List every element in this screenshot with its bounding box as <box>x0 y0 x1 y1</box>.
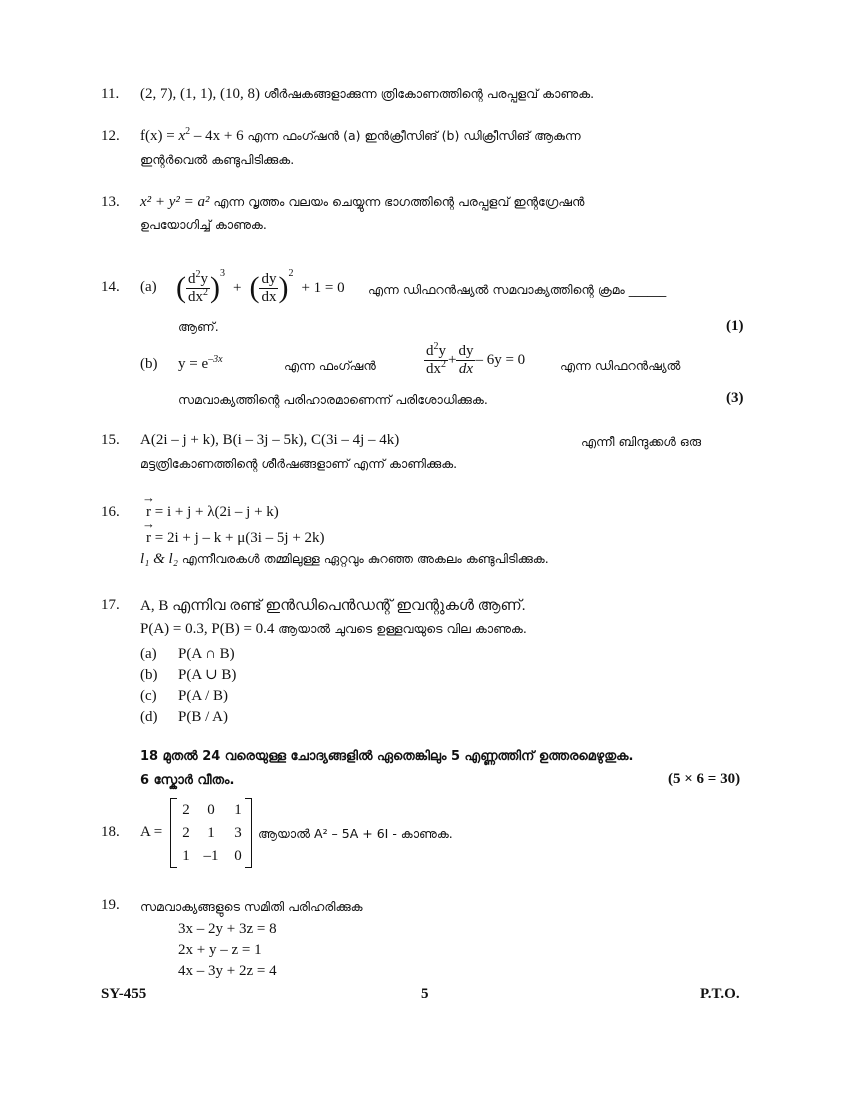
q16-line1 <box>146 504 279 521</box>
q17-options <box>140 644 236 728</box>
q12-rest: – 4x + 6 <box>190 128 244 144</box>
matrix-cell: 0 <box>234 848 242 864</box>
q14b-frac1: $\frac{d^2y}{dx^2}$ <box>426 341 446 377</box>
matrix-cell: 1 <box>182 848 190 864</box>
q15-malayalam-1: എന്നീ ബിന്ദുക്കൾ ഒരു <box>581 434 701 449</box>
matrix-cell: 2 <box>182 825 190 841</box>
q13-text <box>140 194 584 211</box>
q15-math: A(2i – j + k), B(i – 3j – 5k), C(3i – 4j – 4k) <box>140 432 400 448</box>
q11-text <box>140 86 594 103</box>
footer-page-number: 5 <box>421 986 429 1002</box>
q12-malayalam-2: ഇന്റർവെൽ കണ്ടുപിടിക്കുക. <box>140 152 295 167</box>
matrix-cell: 3 <box>234 825 242 841</box>
q14a-malayalam-1: എന്ന ഡിഫറൻഷ്യൽ സമവാക്യത്തിന്റെ ക്രമം ______ <box>368 282 667 297</box>
q17-option-c: (c) P(A / B) <box>140 688 229 704</box>
q14b-malayalam-2: എന്ന ഡിഫറൻഷ്യൽ <box>560 358 681 373</box>
section-marks: (5 × 6 = 30) <box>668 771 741 787</box>
q14b-exp: –3x <box>208 354 223 365</box>
q14a-eq-tail: + 1 = 0 <box>301 279 345 296</box>
q11-malayalam: ശീർഷകങ്ങളാക്കുന്ന ത്രികോണത്തിന്റെ പരപ്പളവ് കാണുക. <box>263 86 595 101</box>
q17-line2-malayalam: ആയാൽ ചുവടെ ഉള്ളവയുടെ വില കാണുക. <box>278 621 527 636</box>
matrix-cell: –1 <box>203 848 219 864</box>
q14-number: 14. <box>101 279 120 295</box>
q12-fx: f(x) = <box>140 128 179 144</box>
q14a-frac1: $\frac{d^2y}{dx^2}$ <box>188 268 208 305</box>
q18-number: 18. <box>101 824 120 840</box>
q17-option-a: (a) P(A ∩ B) <box>140 646 235 662</box>
q16-line1-text: = i + j + λ(2i – j + k) <box>154 504 279 520</box>
q14b-malayalam-3: സമവാക്യത്തിന്റെ പരിഹാരമാണെന്ന് പരിശോധിക്കുക. <box>178 392 488 407</box>
q12-x: x <box>178 128 186 144</box>
q16-number: 16. <box>101 504 120 520</box>
q17-number: 17. <box>101 597 120 613</box>
q16-line3 <box>140 551 549 568</box>
q16-r2: r <box>146 530 151 546</box>
matrix-cell: 1 <box>234 802 242 818</box>
q18-matrix <box>170 798 252 868</box>
q13-math: x² + y² = a² <box>140 194 210 210</box>
q17-line1: A, B എന്നിവ രണ്ട് ഇൻഡിപെൻഡന്റ് ഇവന്റുകൾ ആണ്. <box>140 598 526 614</box>
section-score: 6 സ്കോർ വീതം. <box>140 773 235 788</box>
q17-line2-math: P(A) = 0.3, P(B) = 0.4 <box>140 621 275 637</box>
q14a-marks: (1) <box>726 318 744 334</box>
q16-line2 <box>146 530 325 547</box>
q14a-malayalam-2: ആണ്. <box>178 319 219 334</box>
section-instruction: 18 മുതൽ 24 വരെയുള്ള ചോദ്യങ്ങളിൽ ഏതെങ്കിലും 5 എണ്ണത്തിന് ഉത്തരമെഴുതുക. <box>140 749 634 764</box>
footer-code: SY-455 <box>101 986 147 1002</box>
q14b-y <box>178 356 223 373</box>
q19-equation-2: 2x + y – z = 1 <box>178 942 262 958</box>
q19-number: 19. <box>101 897 120 913</box>
q19-malayalam: സമവാക്യങ്ങളുടെ സമിതി പരിഹരിക്കുക <box>140 899 363 914</box>
q14b-marks: (3) <box>726 390 744 406</box>
q18-malayalam: ആയാൽ A² – 5A + 6I - കാണുക. <box>258 826 453 841</box>
q13-malayalam-2: ഉപയോഗിച്ച് കാണുക. <box>140 217 267 232</box>
q17-line2 <box>140 621 527 638</box>
q14b-malayalam-1: എന്ന ഫംഗ്ഷൻ <box>284 358 376 373</box>
q11-math: (2, 7), (1, 1), (10, 8) <box>140 86 260 102</box>
q14a-equation: ( $\frac{d^2y}{dx^2}$ ) $^3$ + ( $\frac{dy}{dx}$ ) $^2$ + 1 = 0 <box>176 268 345 305</box>
q14a-frac2: $\frac{dy}{dx}$ <box>261 270 277 305</box>
q12-malayalam-1: എന്ന ഫംഗ്ഷൻ (a) ഇൻക്രീസിങ് (b) ഡിക്രീസിങ് ആകുന്ന <box>247 128 581 143</box>
q14a-label: (a) <box>140 279 157 295</box>
q17-option-b: (b) P(A ∪ B) <box>140 667 237 683</box>
q17-option-d: (d) P(B / A) <box>140 709 229 725</box>
q14b-equation: $\frac{d^2y}{dx^2}$ + $\frac{dy}{dx}$ – 6y = 0 <box>426 341 526 377</box>
q18-lhs: A = <box>140 824 163 840</box>
q15-malayalam-2: മട്ടത്രികോണത്തിന്റെ ശീർഷങ്ങളാണ് എന്ന് കാണിക്കുക. <box>140 456 458 471</box>
q16-line2-text: = 2i + j – k + μ(3i – 5j + 2k) <box>154 530 325 546</box>
matrix-cell: 1 <box>207 825 215 841</box>
q15-number: 15. <box>101 432 120 448</box>
matrix-cell: 2 <box>182 802 190 818</box>
q16-malayalam: എന്നീവരകൾ തമ്മിലുള്ള ഏറ്റവും കുറഞ്ഞ അകലം കണ്ടുപിടിക്കുക. <box>181 551 549 566</box>
q12-text: $f(x) = x^2 - 4x + 6$ എന്ന ഫംഗ്ഷൻ (a) ഇൻക്രീസിങ് (b) ഡിക്രീസിങ് ആകുന്ന <box>140 126 581 144</box>
vector-arrow-icon: → <box>142 516 155 531</box>
vector-arrow-icon: → <box>142 490 155 505</box>
q14b-eq-tail: – 6y = 0 <box>475 352 526 368</box>
q19-equation-1: 3x – 2y + 3z = 8 <box>178 921 277 937</box>
q16-lines: l₁ & l₂ <box>140 551 178 567</box>
footer-pto: P.T.O. <box>700 986 740 1002</box>
q19-equations <box>178 919 277 982</box>
q13-malayalam-1: എന്ന വൃത്തം വലയം ചെയ്യുന്ന ഭാഗത്തിന്റെ പരപ്പളവ് ഇന്റഗ്രേഷൻ <box>213 194 585 209</box>
q14b-frac2: $\frac{dy}{dx}$ <box>458 343 474 377</box>
q11-number: 11. <box>101 86 120 102</box>
q12-number: 12. <box>101 128 120 144</box>
q14b-label: (b) <box>140 356 158 372</box>
q13-number: 13. <box>101 194 120 210</box>
q16-r1: r <box>146 504 151 520</box>
q14b-y-text: y = e <box>178 356 209 372</box>
matrix-cell: 0 <box>207 802 215 818</box>
q19-equation-3: 4x – 3y + 2z = 4 <box>178 963 277 979</box>
